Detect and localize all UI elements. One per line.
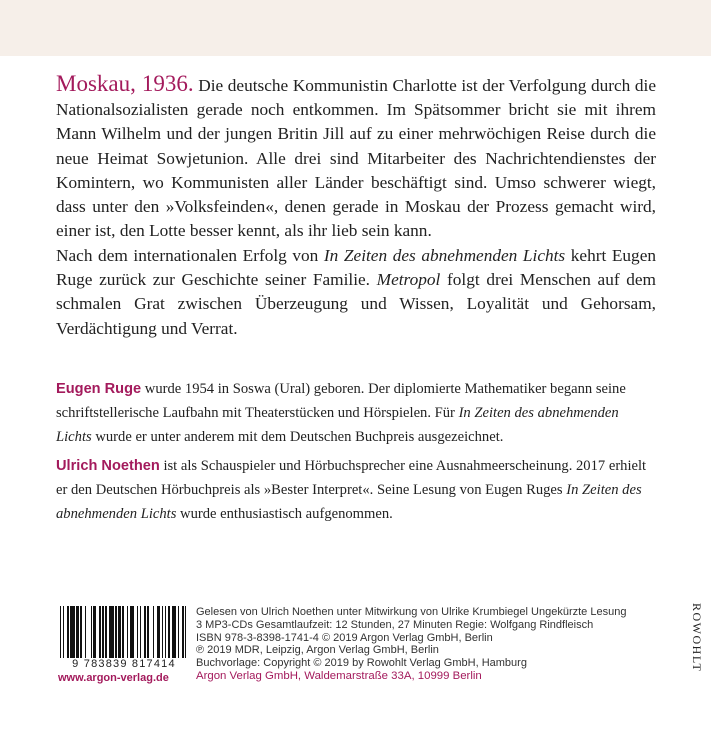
publisher-address: Argon Verlag GmbH, Waldemarstraße 33A, 10999 Berlin [196,669,482,682]
context-text-3: folgt drei Menschen auf dem schmalen Grat zwischen Überzeugung und Wissen, Loyalität und Gehorsam, Verdächtigung und Verrat. [56,270,656,338]
credits-line: ISBN 978-3-8398-1741-4 © 2019 Argon Verlag GmbH, Berlin [196,631,493,644]
barcode-number: 9 783839 817414 [72,658,176,670]
narrator-bio-text-2: wurde enthusiastisch aufgenommen. [176,505,393,522]
publisher-url[interactable]: www.argon-verlag.de [58,672,169,684]
author-bio-title: In Zeiten des abnehmenden Lichts [56,404,619,445]
author-name: Eugen Ruge [56,381,142,397]
lead-phrase: Moskau, 1936. [56,71,194,96]
metropol-italic: Metropol [376,270,441,290]
narrator-bio [56,455,656,526]
author-bio-text-1: wurde 1954 in Soswa (Ural) geboren. Der diplomierte Mathematiker begann seine schriftstellerische Laufbahn mit Theaterstücken und Hörspielen. Für [56,381,626,421]
narrator-bio-text-1: ist als Schauspieler und Hörbuchsprecher eine Ausnahmeerscheinung. 2017 erhielt er den Deutschen Hörbuchpreis als »Bester Interpret«. Seine Lesung von Eugen Ruges [56,458,647,498]
publisher-brand: ROWOHLT [690,603,704,673]
author-bio-text-2: wurde er unter anderem mit dem Deutschen Buchpreis ausgezeichnet. [91,428,504,445]
context-text-1: Nach dem internationalen Erfolg von [56,246,324,265]
context-paragraph [56,244,656,341]
book-title-italic: In Zeiten des abnehmenden Lichts [323,246,566,265]
barcode-bar [186,606,187,658]
author-bio [56,378,656,449]
barcode [60,606,188,658]
narrator-bio-title: In Zeiten des abnehmenden Lichts [56,481,642,522]
synopsis-paragraph [56,72,656,243]
credits-line: Buchvorlage: Copyright © 2019 by Rowohlt Verlag GmbH, Hamburg [196,657,527,670]
context-text-2: kehrt Eugen Ruge zurück zur Geschichte seiner Familie. [56,246,657,290]
credits-line: Gelesen von Ulrich Noethen unter Mitwirkung von Ulrike Krumbiegel Ungekürzte Lesung [196,606,627,618]
top-band [0,0,711,56]
credits-line: ℗ 2019 MDR, Leipzig, Argon Verlag GmbH, Berlin [196,644,439,657]
credits-line: 3 MP3-CDs Gesamtlaufzeit: 12 Stunden, 27 Minuten Regie: Wolfgang Rindfleisch [196,618,594,631]
synopsis-text: Die deutsche Kommunistin Charlotte ist der Verfolgung durch die Nationalsozialisten gerade noch entkommen. Im Spätsommer bricht sie mit ihrem Mann Wilhelm und der jungen Britin Jill auf zu einer mehrwöchigen Reise durch die neue Heimat Sowjetunion. Alle drei sind Mitarbeiter des Nachrichtendienstes der Komintern, wo Kommunisten aller Länder beschäftigt sind. Umso schwerer wiegt, dass unter den »Volksfeinden«, denen gerade in Moskau der Prozess gemacht wird, einer ist, den Lotte besser kennt, als ihr lieb sein kann. [56,76,656,241]
narrator-name: Ulrich Noethen [56,458,160,474]
credits-block [196,606,656,683]
